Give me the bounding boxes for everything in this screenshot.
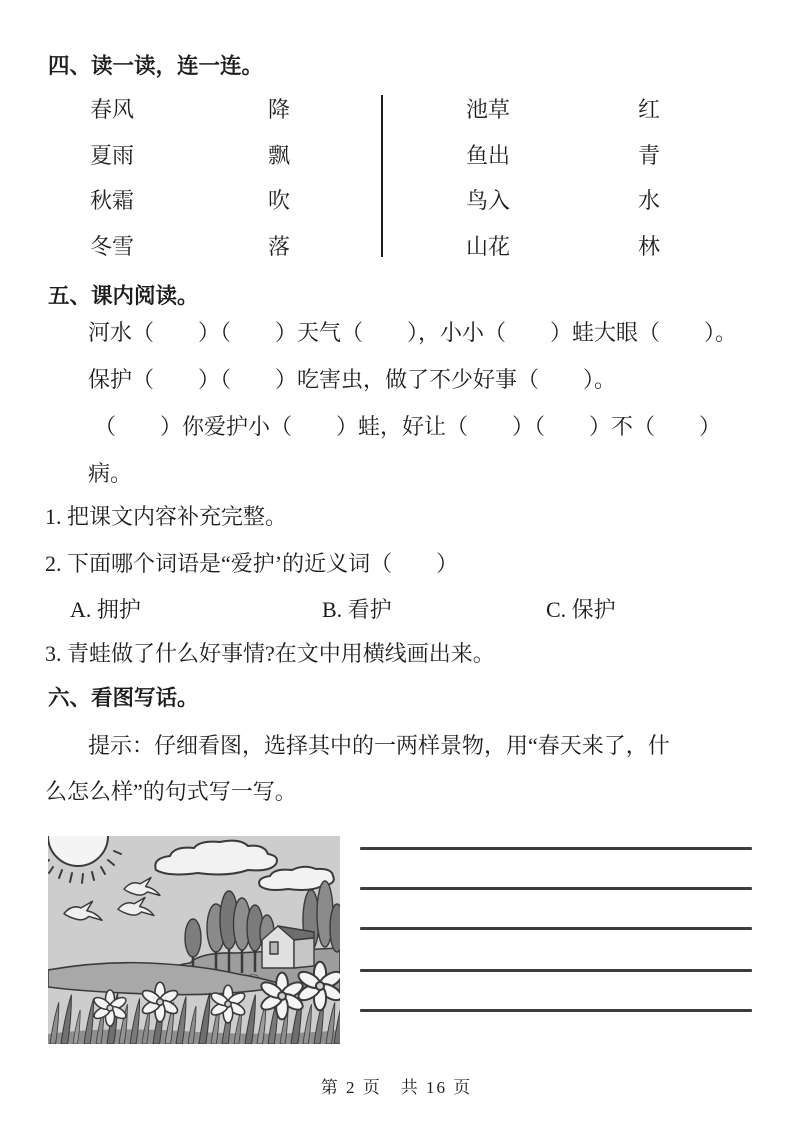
writing-line (360, 1009, 752, 1012)
section6-heading: 六、看图写话。 (48, 686, 199, 710)
match-word: 吹 (268, 188, 291, 213)
match-word: 降 (268, 97, 291, 122)
match-word: 夏雨 (90, 142, 135, 168)
writing-line (360, 847, 752, 850)
option-c: C. 保护 (546, 597, 616, 622)
option-b: B. 看护 (322, 597, 392, 622)
passage-line: （ ）你爱护小（ ）蛙，好让（ ）（ ）不（ ） (94, 414, 722, 439)
spring-scene-illustration (48, 836, 340, 1044)
house-icon (262, 926, 314, 968)
passage-line: 保护（ ）（ ）吃害虫，做了不少好事（ ）。 (88, 367, 617, 392)
match-word: 冬雪 (90, 233, 135, 259)
writing-line (360, 969, 752, 972)
question-3: 3. 青蛙做了什么好事情?在文中用横线画出来。 (45, 641, 495, 666)
passage-line: 河水（ ）（ ）天气（ ），小小（ ）蛙大眼（ ）。 (88, 320, 738, 345)
hint-line-2: 么怎么样”的句式写一写。 (45, 779, 297, 804)
match-word: 秋霜 (90, 188, 135, 213)
match-endings-right-column (638, 87, 660, 269)
match-subjects-right-column (466, 87, 510, 269)
match-word: 池草 (466, 97, 511, 122)
writing-line (360, 887, 752, 890)
passage-line: 病。 (88, 461, 133, 486)
match-word: 山花 (466, 233, 511, 259)
section5-heading: 五、课内阅读。 (48, 284, 199, 308)
match-word: 林 (638, 233, 661, 259)
match-word: 飘 (268, 142, 291, 168)
match-word: 青 (638, 142, 661, 168)
question-1: 1. 把课文内容补充完整。 (45, 504, 288, 529)
writing-line (360, 927, 752, 930)
match-word: 鸟入 (466, 188, 511, 213)
question-2: 2. 下面哪个词语是“爱护’的近义词（ ） (45, 551, 459, 576)
match-word: 水 (638, 188, 661, 213)
match-word: 鱼出 (466, 142, 511, 168)
match-divider-line (381, 95, 383, 257)
match-word: 红 (638, 97, 661, 122)
page-number-footer: 第 2 页 共 16 页 (320, 1078, 473, 1097)
match-subjects-left-column (90, 87, 134, 269)
hint-line-1: 提示：仔细看图，选择其中的一两样景物，用“春天来了，什 (88, 733, 670, 758)
match-word: 春风 (90, 97, 135, 122)
section4-heading: 四、读一读，连一连。 (48, 54, 264, 78)
match-verbs-left-column (268, 87, 290, 269)
match-word: 落 (268, 233, 291, 259)
option-a: A. 拥护 (70, 597, 141, 622)
